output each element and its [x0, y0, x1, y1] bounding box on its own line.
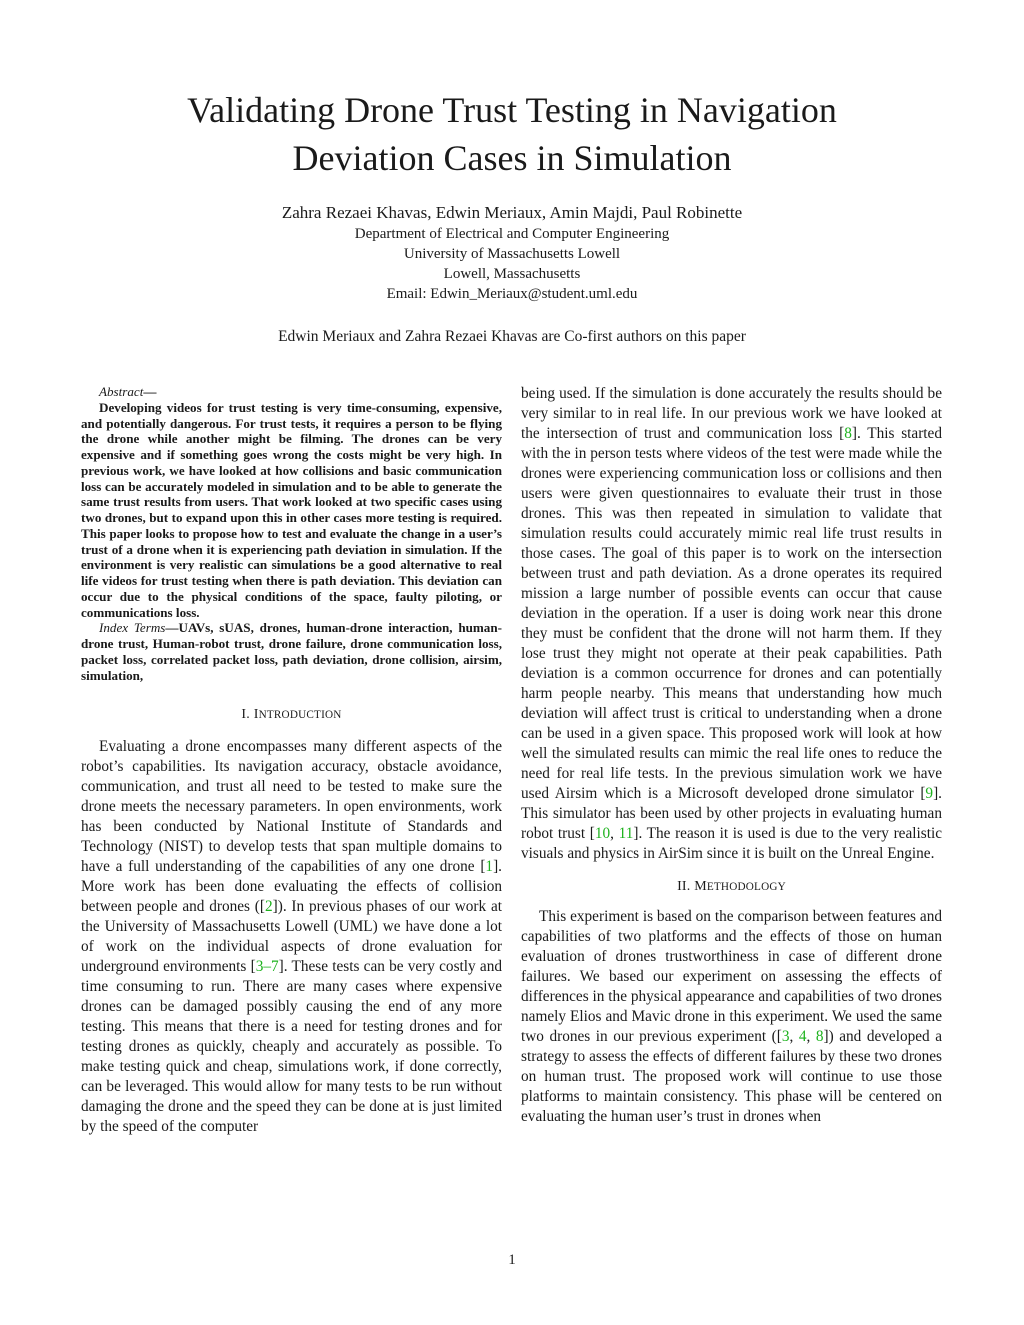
introduction-paragraph: Evaluating a drone encompasses many different aspects of the robot’s capabilities. Its navigation accuracy, obstacle avoidance, communication, and trust all need to be tested to make sure the drone meets the necessary parameters. In open environments, work has been conducted by National Institute of Standards and Technology (NIST) to develop tests that span multiple domains to have a full understanding of the capabilities of any one drone [1]. More work has been done evaluating the effects of collision between people and drones ([2]). In previous phases of our work at the University of Massachusetts Lowell (UML) we have done a lot of work on the individual aspects of drone evaluation for underground environments [3–7]. These tests can be very costly and time consuming to run. There are many cases where expensive drones can be damaged possibly causing the end of any more testing. This means that there is a need for testing drones and for testing drones as quickly, cheaply and accurately as possible. To make testing quick and cheap, simulations work, if done correctly, can be leveraged. This would allow for many tests to be run without damaging the drone and the speed they can be done at is just limited by the speed of the computer	[81, 738, 502, 1136]
section-heading-methodology	[521, 877, 942, 897]
section-initial: I	[253, 707, 259, 723]
title-line-1: Validating Drone Trust Testing in Navigation	[187, 90, 837, 130]
section-rest: NTRODUCTION	[258, 709, 342, 722]
citation-link[interactable]: 8	[844, 425, 852, 442]
authors: Zahra Rezaei Khavas, Edwin Meriaux, Amin Majdi, Paul Robinette	[281, 203, 743, 222]
section-initial: M	[694, 879, 707, 894]
department: Department of Electrical and Computer Engineering	[354, 226, 670, 242]
abstract	[81, 384, 502, 683]
citation-link[interactable]: 8	[815, 1028, 824, 1045]
paper-title	[100, 86, 924, 182]
citation-link[interactable]: 3–7	[255, 958, 279, 976]
abstract-text: Developing videos for trust testing is very time-consuming, expensive, and potentially dangerous. For trust tests, it requires a person to be flying the drone while another might be filming. The drones can be very expensive and if something goes wrong the costs might be very high. In previous work, we have looked at how collisions and basic communication loss can be accurately modeled in simulation and to be able to generate the same trust results from users. That work looked at two specific cases using two drones, but to expand upon this in other cases more testing is required. This paper looks to propose how to test and evaluate the change in a user’s trust of a drone when it is experiencing path deviation in simulation. If the environment is very realistic can simulations be a good alternative to real life videos for trust testing when there is path deviation. This deviation can occur due to the physical conditions of the space, faulty piloting, or communications loss.	[81, 399, 502, 620]
email: Email: Edwin_Meriaux@student.uml.edu	[386, 286, 638, 302]
section-numeral: II.	[677, 879, 691, 894]
university: University of Massachusetts Lowell	[403, 246, 621, 262]
location: Lowell, Massachusetts	[443, 266, 581, 282]
co-first-note: Edwin Meriaux and Zahra Rezaei Khavas are Co-first authors on this paper	[278, 328, 746, 345]
section-rest: ETHODOLOGY	[706, 881, 786, 893]
page-number: 1	[508, 1252, 516, 1268]
citation-link[interactable]: 10	[594, 825, 611, 842]
citation-link[interactable]: 3	[781, 1028, 790, 1045]
abstract-dash: —	[143, 384, 157, 399]
title-line-2: Deviation Cases in Simulation	[292, 138, 732, 178]
citation-link[interactable]: 9	[925, 785, 934, 802]
index-terms	[81, 620, 502, 683]
citation-link[interactable]: 1	[485, 858, 494, 876]
section-heading-introduction	[81, 705, 502, 725]
author-block	[100, 202, 924, 304]
methodology-paragraph: This experiment is based on the comparison between features and capabilities of two platforms and the effects of those on human evaluation of drones trustworthiness in case of different drone failures. We based our experiment on assessing the effects of differences in the physical appearance and capabilities of two drones namely Elios and Mavic drone in this experiment. We used the same two drones in our previous experiment ([3, 4, 8]) and developed a strategy to assess the effects of different failures by these two drones on human trust. The proposed work will continue to use those platforms to maintain consistency. This phase will be centered on evaluating the human user’s trust in drones when	[521, 908, 943, 1125]
index-terms-text: UAVs, sUAS, drones, human-drone interaction, human-drone trust, Human-robot trust, drone failure, drone communication loss, packet loss, correlated packet loss, path deviation, drone collision, airsim, simulation,	[81, 620, 502, 683]
citation-link[interactable]: 2	[264, 898, 273, 916]
index-terms-label: Index Terms	[99, 620, 166, 636]
citation-link[interactable]: 4	[798, 1028, 807, 1045]
introduction-continued: being used. If the simulation is done accurately the results should be very similar to in real life. In our previous work we have looked at the intersection of trust and communication loss [8]. This started with the in person tests where videos of the test were made while the drones were experiencing communication loss or collisions and then users were given questionnaires to evaluate their trust in those drones. This was then repeated in simulation to validate that simulation results could accurately mimic real life trust results in those cases. The goal of this paper is to work on the intersection between trust and path deviation. As a drone operates its required mission a large number of possible events can occur that cause deviation in the operation. If a user is doing work near this drone they must be confident that the drone will not harm them. If they lose trust they might not operate at their peak capabilities. Path deviation is a common occurrence for drones and can potentially harm people nearby. This means that understanding how much deviation will affect trust is critical to understanding when a drone can be used in a given space. This proposed work will look at how well the simulated results can mimic the real life ones to reduce the need for real life tests. In the previous simulation work we have used Airsim which is a Microsoft developed drone simulator [9]. This simulator has been used by other projects in evaluating human robot trust [10, 11]. The reason it is used is due to the very realistic visuals and physics in AirSim since it is built on the Unreal Engine.	[521, 385, 942, 862]
citation-link[interactable]: 11	[618, 825, 634, 842]
section-numeral: I.	[241, 707, 250, 723]
abstract-label: Abstract	[99, 384, 144, 399]
index-terms-dash: —	[165, 620, 179, 636]
right-column	[521, 384, 942, 1127]
left-column	[81, 384, 502, 1137]
